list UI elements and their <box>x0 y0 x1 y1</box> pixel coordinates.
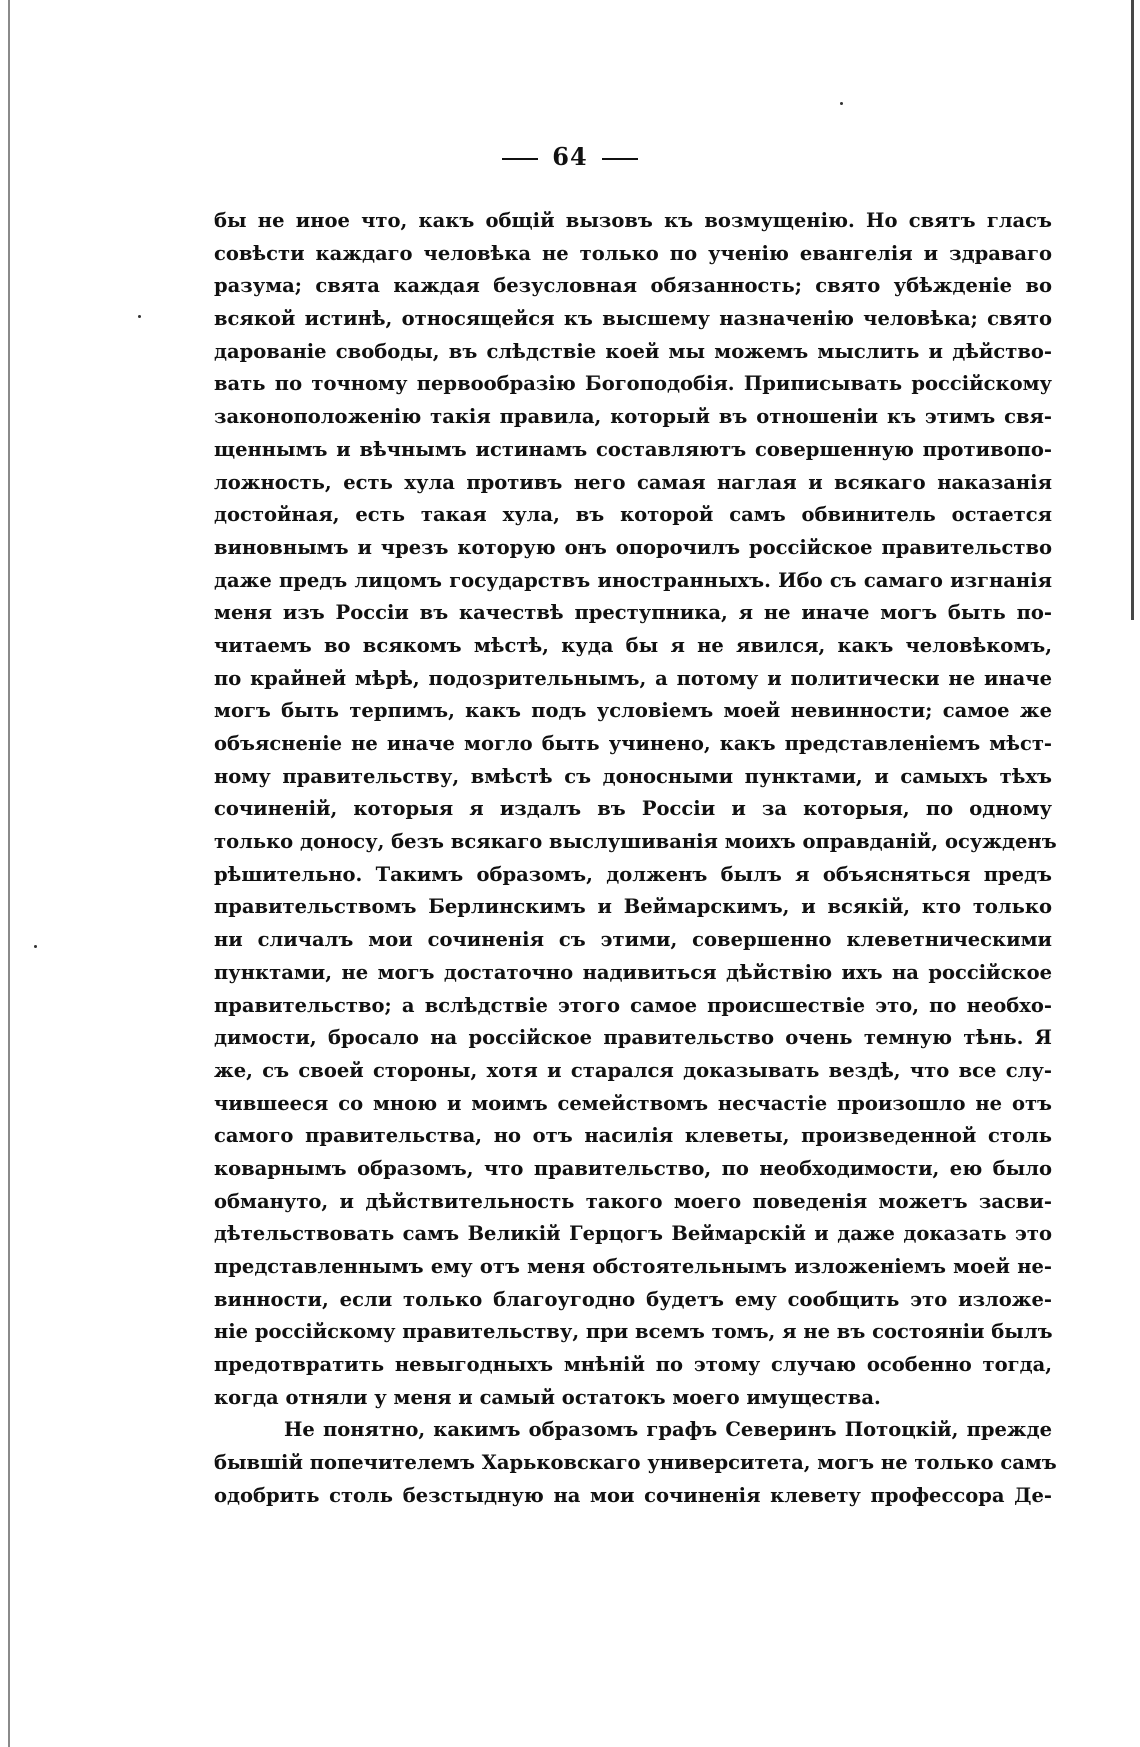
scan-speck <box>138 315 141 318</box>
text-line: законоположенію такія правила, который въ отношеніи къ этимъ свя- <box>214 405 1052 429</box>
text-line: читаемъ во всякомъ мѣстѣ, куда бы я не явился, какъ человѣкомъ, <box>214 633 1052 657</box>
text-line: пунктами, не могъ достаточно надивиться дѣйствію ихъ на россійское <box>214 960 1052 984</box>
text-line: чившееся со мною и моимъ семействомъ несчастіе произошло не отъ <box>214 1091 1052 1115</box>
text-line: ному правительству, вмѣстѣ съ доносными пунктами, и самыхъ тѣхъ <box>214 764 1052 788</box>
text-line: винности, если только благоугодно будетъ ему сообщить это изложе- <box>214 1287 1052 1311</box>
text-line: представленнымъ ему отъ меня обстоятельнымъ изложеніемъ моей не- <box>214 1255 1052 1278</box>
text-line: коварнымъ образомъ, что правительство, по необходимости, ею было <box>214 1156 1052 1180</box>
text-line: даже предъ лицомъ государствъ иностранныхъ. Ибо съ самаго изгнанія <box>214 568 1052 592</box>
text-line: дѣтельствовать самъ Великій Герцогъ Веймарскій и даже доказать это <box>214 1222 1052 1246</box>
text-line: дарованіе свободы, въ слѣдствіе коей мы можемъ мыслить и дѣйство- <box>214 339 1052 363</box>
text-line: правительство; а вслѣдствіе этого самое происшествіе это, по необхо- <box>214 993 1052 1017</box>
text-line: по крайней мѣрѣ, подозрительнымъ, а потому и политически не иначе <box>214 666 1052 690</box>
text-line: правительствомъ Берлинскимъ и Веймарскимъ, и всякій, кто только <box>214 895 1052 919</box>
text-line: когда отняли у меня и самый остатокъ моего имущества. <box>214 1385 881 1409</box>
text-line: достойная, есть такая хула, въ которой самъ обвинитель остается <box>214 503 1052 527</box>
page-number-value: 64 <box>552 142 588 171</box>
text-line: предотвратить невыгодныхъ мнѣній по этому случаю особенно тогда, <box>214 1353 1052 1377</box>
text-line: могъ быть терпимъ, какъ подъ условіемъ моей невинности; самое же <box>214 699 1052 723</box>
scan-speck <box>840 102 843 105</box>
text-line: рѣшительно. Такимъ образомъ, долженъ былъ я объясняться предъ <box>214 862 1052 886</box>
text-line: вать по точному первообразію Богоподобія. Приписывать россійскому <box>214 372 1052 396</box>
text-line: объясненіе не иначе могло быть учинено, какъ представленіемъ мѣст- <box>214 732 1052 755</box>
text-line: ложность, есть хула противъ него самая наглая и всякаго наказанія <box>214 470 1052 494</box>
text-line: бывшій попечителемъ Харьковскаго университета, могъ не только самъ <box>214 1451 1057 1475</box>
text-line: бы не иное что, какъ общій вызовъ къ возмущенію. Но святъ гласъ <box>214 209 1052 232</box>
scan-left-edge <box>8 0 10 1747</box>
text-line: щеннымъ и вѣчнымъ истинамъ составляютъ совершенную противопо- <box>214 437 1052 461</box>
body-text <box>214 205 1057 1513</box>
text-line: всякой истинѣ, относящейся къ высшему назначенію человѣка; свято <box>214 307 1052 331</box>
text-line: сочиненій, которыя я издалъ въ Россіи и за которыя, по одному <box>214 797 1052 821</box>
text-line: совѣсти каждаго человѣка не только по ученію евангелія и здраваго <box>214 241 1052 265</box>
paragraph-first-line: Не понятно, какимъ образомъ графъ Северинъ Потоцкій, прежде <box>284 1418 1052 1442</box>
text-line: меня изъ Россіи въ качествѣ преступника, я не иначе могъ быть по- <box>214 601 1052 625</box>
text-line: одобрить столь безстыдную на мои сочиненія клевету профессора Де- <box>214 1483 1052 1507</box>
text-line: димости, бросало на россійское правительство очень темную тѣнь. Я <box>214 1026 1052 1050</box>
page-number-dash-right <box>602 158 638 160</box>
text-line: только доносу, безъ всякаго выслушиванія моихъ оправданій, осужденъ <box>214 830 1057 854</box>
text-line: виновнымъ и чрезъ которую онъ опорочилъ россійское правительство <box>214 535 1052 559</box>
text-line: обмануто, и дѣйствительность такого моего поведенія можетъ засви- <box>214 1189 1052 1213</box>
text-line: самого правительства, но отъ насилія клеветы, произведенной столь <box>214 1124 1052 1148</box>
page-number-dash-left <box>502 158 538 160</box>
text-line: же, съ своей стороны, хотя и старался доказывать вездѣ, что все слу- <box>214 1058 1052 1082</box>
text-line: ни сличалъ мои сочиненія съ этими, совершенно клеветническими <box>214 928 1052 952</box>
scan-right-edge <box>1131 0 1134 620</box>
page-number <box>0 142 1140 171</box>
text-line: ніе россійскому правительству, при всемъ томъ, я не въ состояніи былъ <box>214 1320 1053 1344</box>
scan-speck <box>34 945 37 948</box>
text-line: разума; свята каждая безусловная обязанность; свято убѣжденіе во <box>214 274 1052 298</box>
